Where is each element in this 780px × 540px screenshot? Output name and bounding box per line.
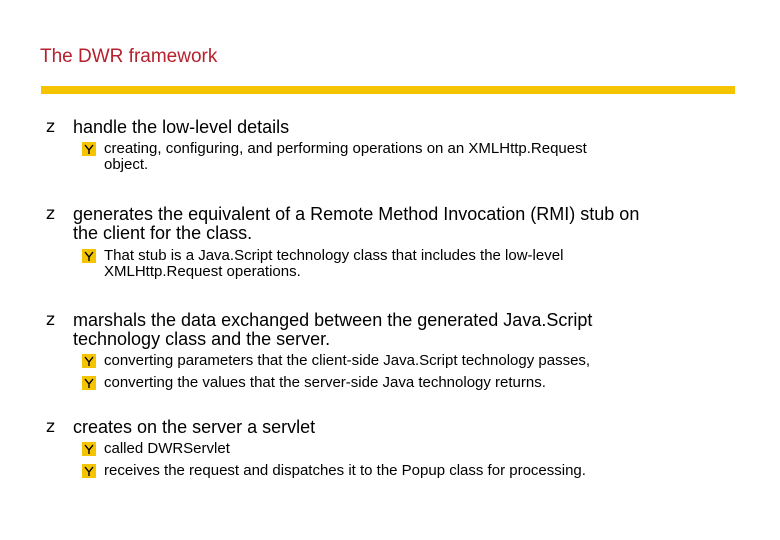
yellow-checkbox-icon	[82, 442, 96, 456]
z-glyph-icon: z	[46, 417, 55, 437]
yellow-checkbox-icon	[82, 464, 96, 478]
yellow-checkbox-icon	[82, 142, 96, 156]
sub-bullet-3-1-text: converting parameters that the client-side Java.Script technology passes,	[104, 352, 591, 369]
yellow-checkbox-icon	[82, 249, 96, 263]
bullet-4-text: creates on the server a servlet	[73, 417, 316, 437]
bullet-3-line1: marshals the data exchanged between the generated Java.Script	[73, 310, 593, 330]
bullet-2-line1: generates the equivalent of a Remote Method Invocation (RMI) stub on	[73, 204, 640, 224]
slide-title: The DWR framework	[40, 46, 218, 67]
bullet-3-line2: technology class and the server.	[73, 329, 331, 349]
sub-bullet-2-1-line2: XMLHttp.Request operations.	[104, 263, 301, 280]
z-glyph-icon: z	[46, 204, 55, 224]
sub-bullet-3-2-text: converting the values that the server-side Java technology returns.	[104, 374, 546, 391]
sub-bullet-2-1-line1: That stub is a Java.Script technology class that includes the low-level	[104, 247, 564, 264]
yellow-checkbox-icon	[82, 354, 96, 368]
sub-bullet-1-1-line2: object.	[104, 156, 149, 173]
sub-bullet-4-2-text: receives the request and dispatches it to the Popup class for processing.	[104, 462, 586, 479]
sub-bullet-1-1-line1: creating, configuring, and performing operations on an XMLHttp.Request	[104, 140, 587, 157]
z-glyph-icon: z	[46, 310, 55, 330]
sub-bullet-4-1-text: called DWRServlet	[104, 440, 230, 457]
yellow-checkbox-icon	[82, 376, 96, 390]
z-glyph-icon: z	[46, 117, 55, 137]
bullet-2-line2: the client for the class.	[73, 223, 253, 243]
bullet-1-text: handle the low-level details	[73, 117, 290, 137]
